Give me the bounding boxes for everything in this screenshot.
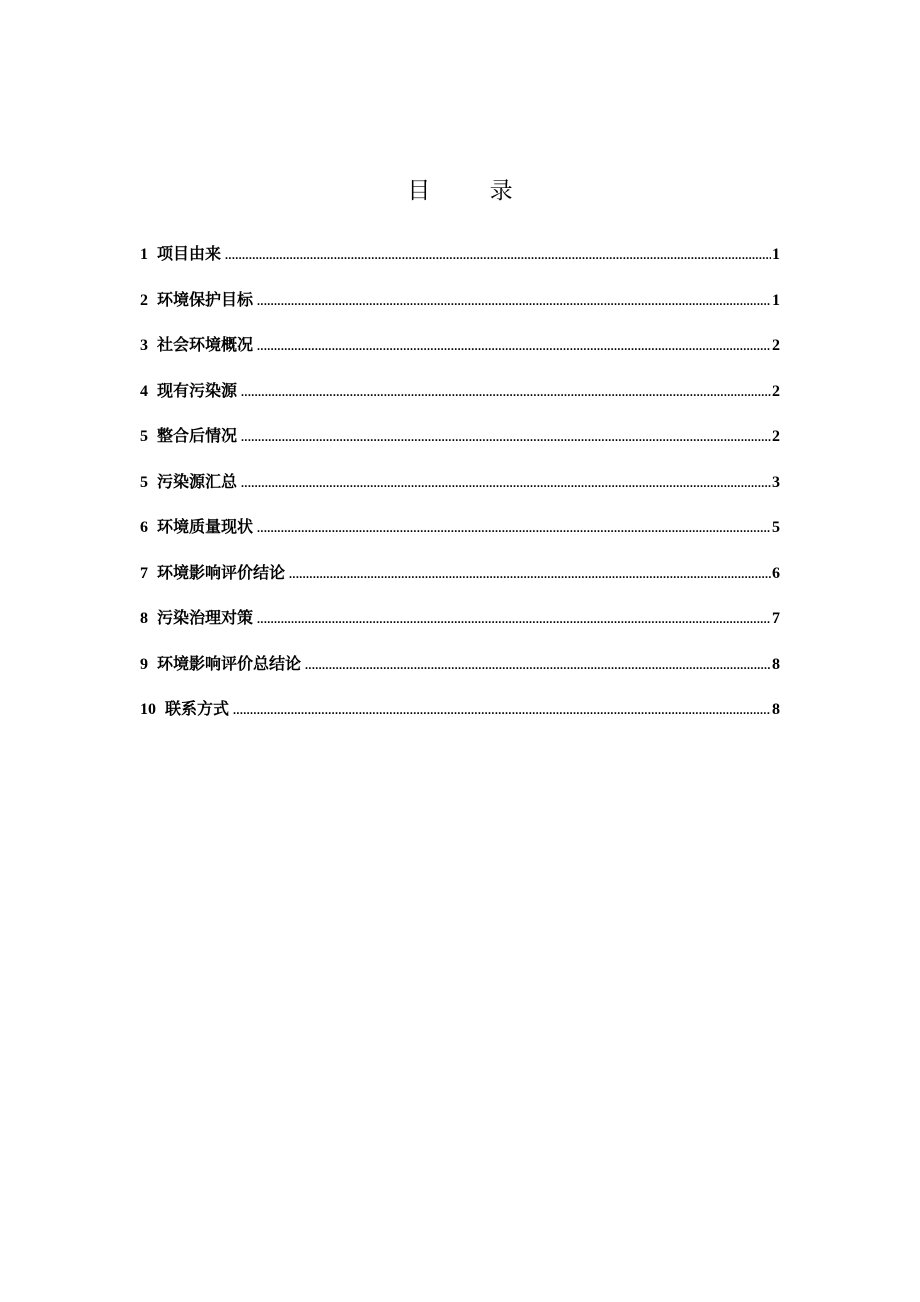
toc-entry-page: 1 [772,246,780,263]
toc-dot-leader [225,248,771,263]
toc-entry-title: 环境保护目标 [157,289,254,309]
toc-dot-leader [289,567,771,582]
toc-dot-leader [233,703,771,718]
toc-entry[interactable] [140,514,780,560]
toc-entry-page: 2 [772,337,780,354]
toc-dot-leader [305,658,771,673]
toc-entry-page: 2 [772,382,780,400]
toc-entry-title: 环境影响评价结论 [157,562,286,582]
toc-title: 目 录 [407,178,539,204]
toc-entry-number: 2 [140,291,148,309]
toc-entry-number: 10 [140,701,156,718]
toc-entry-page: 5 [772,519,780,536]
toc-entry[interactable] [140,560,780,606]
toc-entry-page: 2 [772,428,780,445]
toc-dot-leader [257,339,771,354]
toc-entry-number: 7 [140,564,148,582]
toc-dot-leader [257,612,771,627]
toc-entry-title: 污染源汇总 [157,471,238,491]
toc-entry[interactable] [140,696,780,742]
toc-entry-title: 联系方式 [165,699,230,718]
toc-entry-page: 6 [772,564,780,582]
toc-entry-title: 现有污染源 [157,380,238,400]
toc-entry-page: 3 [772,473,780,491]
toc-entry-page: 1 [772,291,780,309]
toc-entry-page: 7 [772,610,780,627]
table-of-contents [140,241,780,742]
toc-entry[interactable] [140,378,780,424]
toc-entry-title: 社会环境概况 [157,335,254,354]
toc-entry-number: 3 [140,337,148,354]
toc-entry[interactable] [140,469,780,515]
toc-entry-page: 8 [772,701,780,718]
toc-entry-title: 环境质量现状 [157,517,254,536]
toc-entry-title: 项目由来 [157,244,222,263]
toc-dot-leader [257,294,771,309]
toc-entry-number: 1 [140,246,148,263]
toc-entry[interactable] [140,287,780,333]
toc-entry[interactable] [140,332,780,378]
toc-entry-number: 9 [140,655,148,673]
toc-dot-leader [241,476,771,491]
toc-entry[interactable] [140,423,780,469]
toc-entry[interactable] [140,605,780,651]
toc-entry-number: 4 [140,382,148,400]
toc-entry[interactable] [140,241,780,287]
toc-dot-leader [257,521,771,536]
toc-entry-page: 8 [772,655,780,673]
toc-dot-leader [241,385,771,400]
toc-entry-number: 5 [140,473,148,491]
toc-entry[interactable] [140,651,780,697]
toc-entry-title: 整合后情况 [157,426,238,445]
toc-entry-number: 8 [140,610,148,627]
toc-dot-leader [241,430,771,445]
toc-entry-number: 6 [140,519,148,536]
toc-entry-title: 污染治理对策 [157,608,254,627]
toc-entry-number: 5 [140,428,148,445]
toc-entry-title: 环境影响评价总结论 [157,653,302,673]
